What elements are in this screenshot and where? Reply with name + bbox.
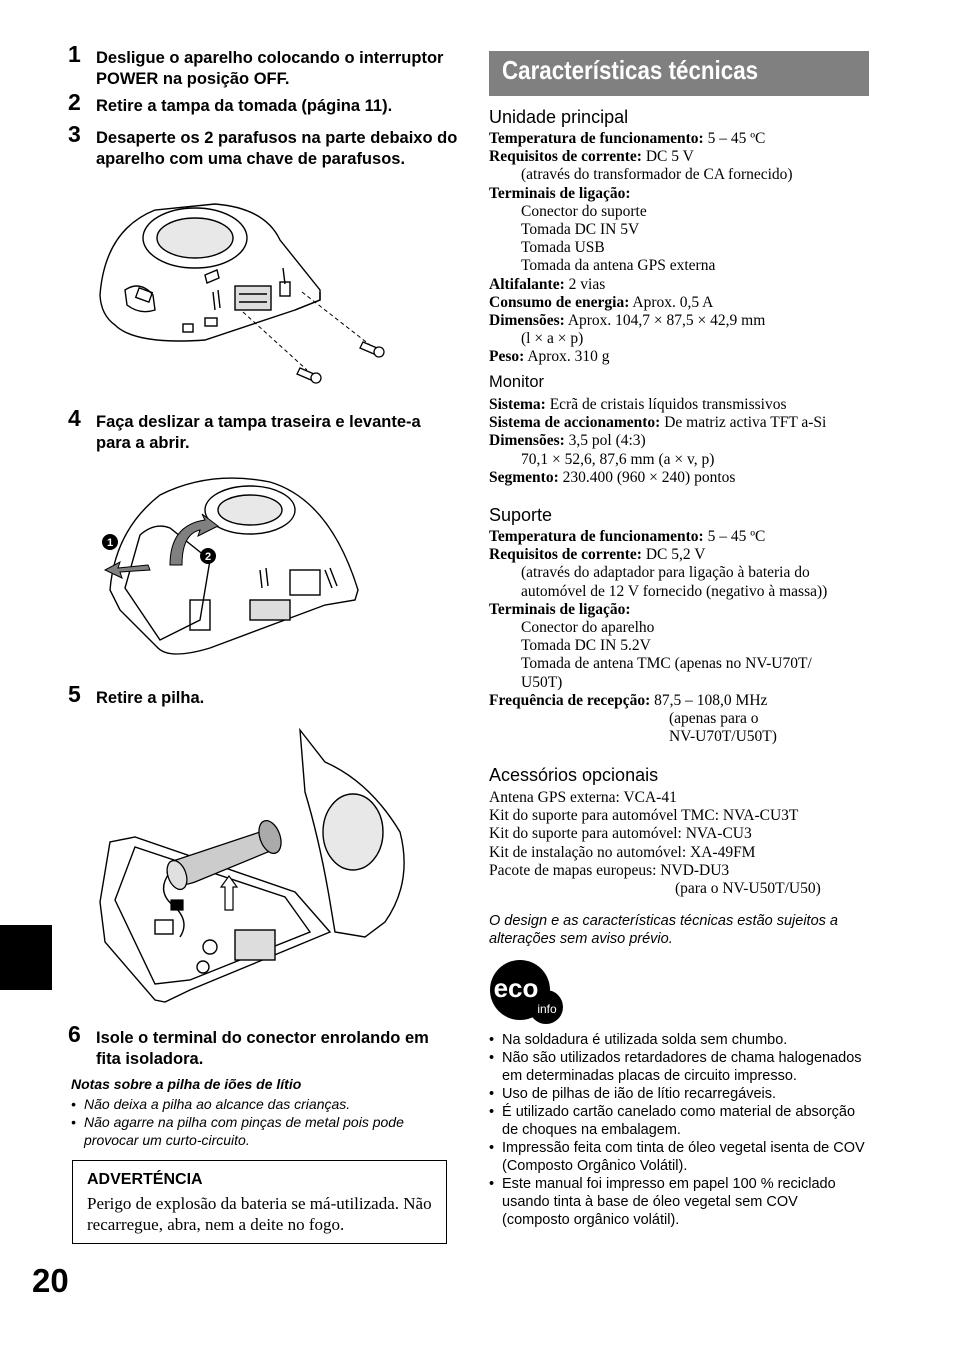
step-1 [68, 41, 458, 89]
step-number: 2 [68, 89, 81, 115]
step-3 [68, 121, 458, 169]
eco-item: • Na soldadura é utilizada solda sem chumbo. [489, 1032, 788, 1048]
battery-notes-title: Notas sobre a pilha de iões de lítio [71, 1076, 302, 1092]
spec-suporte: Suporte Temperatura de funcionamento: 5 – 45 ºC Requisitos de corrente: DC 5,2 V (através do adaptador para ligação à bateria do automóvel de 12 V fornecido (negativo à massa)) Terminais de ligação: Conector do aparelho Tomada DC IN 5.2V Tomada de antena TMC (apenas no NV-U70T/ U50T) Frequência de recepção: 87,5 – 108,0 MHz (apenas para o NV-U70T/U50T) [489, 505, 869, 746]
step-number: 6 [68, 1021, 81, 1047]
eco-logo-subtext: info [537, 1002, 557, 1016]
subheading: Monitor [489, 373, 545, 391]
warning-title: ADVERTÉNCIA [87, 1171, 203, 1188]
callout-1: 1 [106, 537, 114, 549]
eco-info-logo [486, 960, 566, 1026]
step-6 [68, 1021, 458, 1069]
step-number: 4 [68, 405, 81, 431]
figure-device-underside [95, 200, 395, 385]
eco-features-list [489, 1031, 869, 1229]
eco-item: • Uso de pilhas de ião de lítio recarregáveis. [489, 1086, 777, 1102]
step-number: 1 [68, 41, 81, 67]
accessory-item: Kit do suporte para automóvel TMC: NVA-CU3T [489, 807, 799, 825]
section-title: Características técnicas [502, 55, 759, 85]
spec-disclaimer: O design e as características técnicas estão sujeitos a alterações sem aviso prévio. [489, 913, 838, 947]
step-text: Retire a tampa da tomada (página 11). [96, 97, 393, 115]
eco-item: • Este manual foi impresso em papel 100 % reciclado usando tinta à base de óleo vegetal sem COV (composto orgânico volátil). [489, 1176, 836, 1228]
accessory-item: Kit de instalação no automóvel: XA-49FM [489, 843, 756, 861]
eco-logo-text: eco [493, 973, 539, 1003]
accessory-item: Kit do suporte para automóvel: NVA-CU3 [489, 825, 752, 843]
figure-open-rear-cover [100, 470, 370, 665]
subheading: Acessórios opcionais [489, 765, 659, 785]
eco-item: • Impressão feita com tinta de óleo vegetal isenta de COV (Composto Orgânico Volátil). [489, 1140, 865, 1174]
callout-2: 2 [204, 551, 212, 563]
step-number: 3 [68, 121, 81, 147]
note-item: • Não deixa a pilha ao alcance das crianças. [71, 1096, 351, 1112]
step-5 [68, 681, 458, 709]
step-text: Isole o terminal do conector enrolando em fita isoladora. [96, 1029, 429, 1068]
figure-remove-battery [95, 722, 415, 1012]
eco-item: • Não são utilizados retardadores de chama halogenados em determinadas placas de circuito impresso. [489, 1050, 862, 1084]
spec-acessorios: Acessórios opcionais Antena GPS externa: VCA-41 Kit do suporte para automóvel TMC: NVA-CU3T Kit do suporte para automóvel: NVA-CU3 Kit de instalação no automóvel: XA-49FM Pacote de mapas europeus: NVD-DU3 (para o NV-U50T/U50) [489, 765, 869, 898]
warning-text: Perigo de explosão da bateria se má-utilizada. Não recarregue, abra, nem a deite no fogo. [87, 1194, 432, 1234]
note-item: • Não agarre na pilha com pinças de metal pois pode provocar um curto-circuito. [71, 1114, 404, 1148]
step-text: Desaperte os 2 parafusos na parte debaixo do aparelho com uma chave de parafusos. [96, 129, 458, 168]
warning-box [72, 1160, 447, 1244]
step-4 [68, 405, 458, 453]
accessory-item: Antena GPS externa: VCA-41 [489, 789, 677, 806]
eco-item: • É utilizado cartão canelado como material de absorção de choques na embalagem. [489, 1104, 856, 1138]
step-number: 5 [68, 681, 81, 707]
battery-notes-list [71, 1095, 461, 1149]
spec-unidade-principal: Unidade principal Temperatura de funcionamento: 5 – 45 ºC Requisitos de corrente: DC 5 V (através do transformador de CA fornecido) Terminais de ligação: Conector do suporte Tomada DC IN 5V Tomada USB Tomada da antena GPS externa Altifalante: 2 vias Consumo de energia: Aprox. 0,5 A Dimensões: Aprox. 104,7 × 87,5 × 42,9 mm (l × a × p) Peso: Aprox. 310 g [489, 107, 869, 367]
eco-info-icon [486, 960, 566, 1026]
step-text: Retire a pilha. [96, 689, 205, 707]
step-text: Desligue o aparelho colocando o interruptor POWER na posição OFF. [96, 49, 444, 88]
spec-monitor: Monitor Sistema: Ecrã de cristais líquidos transmissivos Sistema de accionamento: De matriz activa TFT a-Si Dimensões: 3,5 pol (4:3) 70,1 × 52,6, 87,6 mm (a × v, p) Segmento: 230.400 (960 × 240) pontos [489, 373, 869, 487]
page-number: 20 [32, 1262, 69, 1299]
subheading: Unidade principal [489, 107, 629, 127]
subheading: Suporte [489, 505, 553, 525]
accessory-item: Pacote de mapas europeus: NVD-DU3 [489, 861, 730, 879]
section-title-bar [489, 51, 869, 96]
step-text: Faça deslizar a tampa traseira e levante-a para a abrir. [96, 413, 421, 452]
step-2 [68, 89, 458, 117]
section-tab-marker [0, 925, 52, 990]
